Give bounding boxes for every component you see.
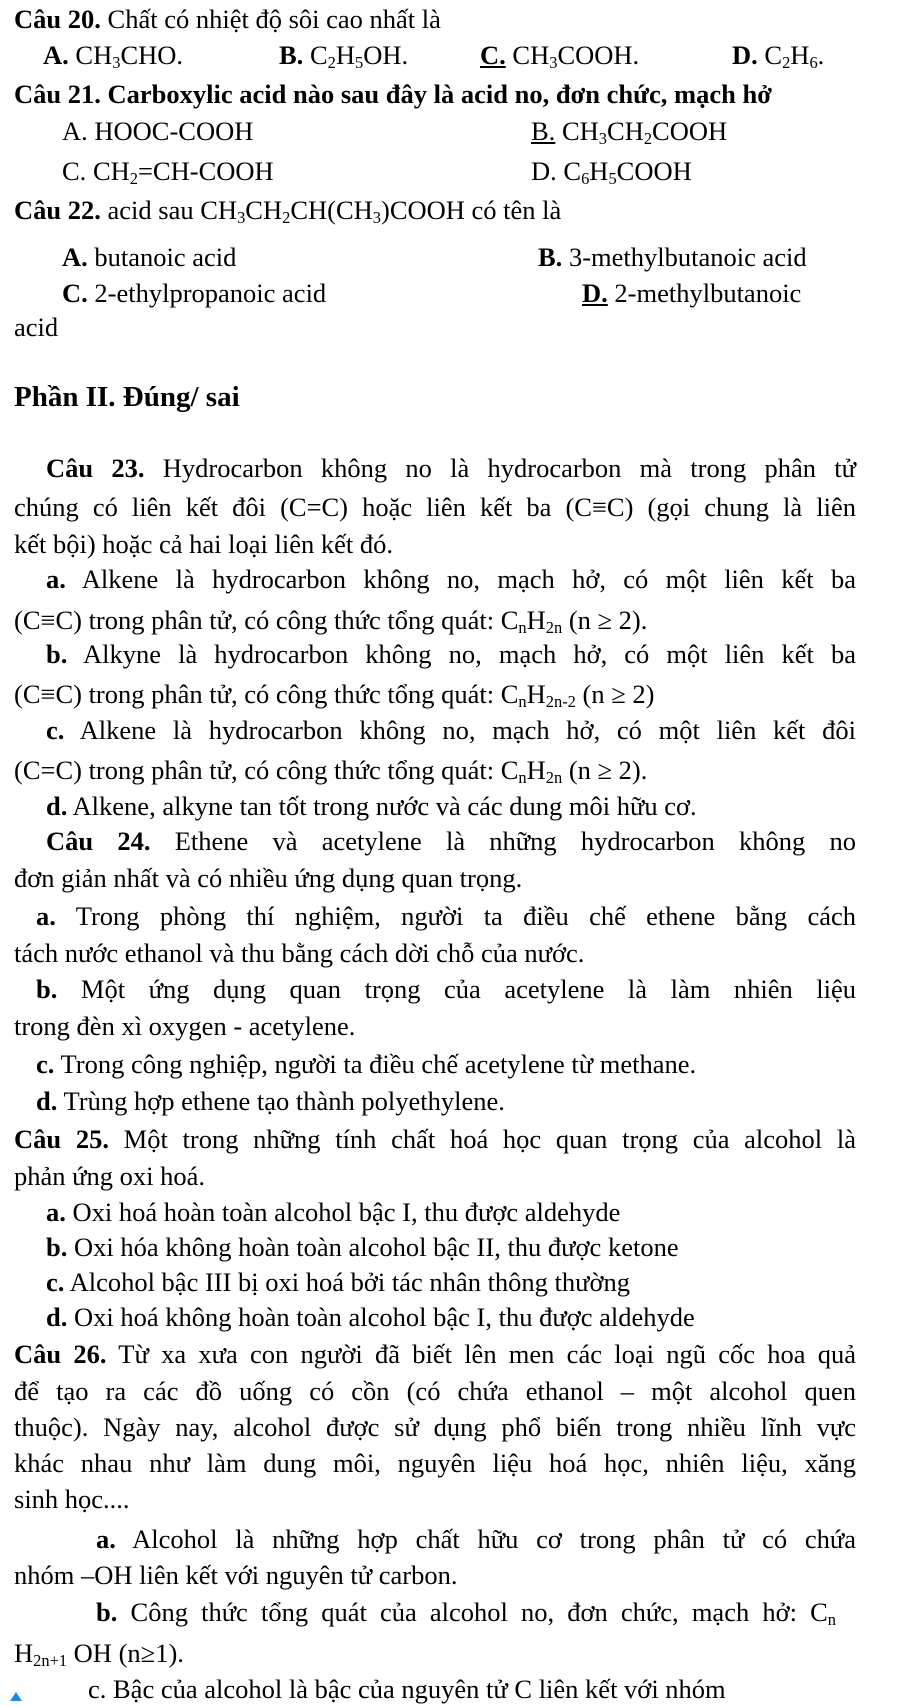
q23-line1: Câu 23. Hydrocarbon không no là hydrocarbon mà trong phân tử	[46, 453, 856, 483]
section-title: Phần II. Đúng/ sai	[14, 381, 240, 413]
q24-d-line1[interactable]: d. Trùng hợp ethene tạo thành polyethylene.	[36, 1086, 505, 1116]
q22-option-b[interactable]: B. 3-methylbutanoic acid	[538, 242, 807, 272]
q25-a-line1[interactable]: a. Oxi hoá hoàn toàn alcohol bậc I, thu được aldehyde	[46, 1197, 621, 1227]
q21-option-a[interactable]: A. HOOC-COOH	[62, 116, 254, 146]
q25-line1: Câu 25. Một trong những tính chất hoá học quan trọng của alcohol là	[14, 1124, 856, 1154]
q26-line1: Câu 26. Từ xa xưa con người đã biết lên men các loại ngũ cốc hoa quả	[14, 1339, 856, 1369]
q20-option-d[interactable]: D. $C_2H_6$.	[732, 40, 825, 73]
q23-a-line1[interactable]: a. Alkene là hydrocarbon không no, mạch hở, có một liên kết ba	[46, 564, 856, 594]
q20-option-c[interactable]: C. $CH_3COOH$.	[480, 40, 640, 73]
q21-option-c[interactable]: C. $CH_2=CH$-COOH	[62, 156, 274, 189]
q22-stem: Câu 22. acid sau $CH_3CH_2CH(CH_3)COOH$ có tên là	[14, 195, 562, 228]
q26-a-line2: nhóm –OH liên kết với nguyên tử carbon.	[14, 1560, 458, 1590]
q26-a-line1[interactable]: a. Alcohol là những hợp chất hữu cơ trong phân tử có chứa	[96, 1524, 856, 1554]
q23-a-line2: (C≡C) trong phân tử, có công thức tổng quát: $C_nH_{2n}$ (n ≥ 2).	[14, 605, 648, 638]
q25-line2: phản ứng oxi hoá.	[14, 1161, 205, 1191]
q22-option-a[interactable]: A. butanoic acid	[62, 242, 237, 272]
q20-label: Câu 20.	[14, 4, 101, 34]
q22-option-c[interactable]: C. 2-ethylpropanoic acid	[62, 278, 327, 308]
q24-b-line2: trong đèn xì oxygen - acetylene.	[14, 1011, 356, 1041]
q24-c-line1[interactable]: c. Trong công nghiệp, người ta điều chế acetylene từ methane.	[36, 1049, 697, 1079]
q26-line4: khác nhau như làm dung môi, nguyên liệu hoá học, nhiên liệu, xăng	[14, 1448, 856, 1478]
q20-text: Chất có nhiệt độ sôi cao nhất là	[107, 4, 441, 34]
q21-option-b[interactable]: B. $CH_3CH_2COOH$	[531, 116, 728, 149]
q23-c-line1[interactable]: c. Alkene là hydrocarbon không no, mạch hở, có một liên kết đôi	[46, 715, 856, 745]
q23-b-line1[interactable]: b. Alkyne là hydrocarbon không no, mạch hở, có một liên kết ba	[46, 639, 856, 669]
q23-c-line2: (C=C) trong phân tử, có công thức tổng quát: $C_nH_{2n}$ (n ≥ 2).	[14, 755, 648, 788]
q22-option-d[interactable]: D. 2-methylbutanoic	[582, 278, 802, 308]
q23-d-line1[interactable]: d. Alkene, alkyne tan tốt trong nước và các dung môi hữu cơ.	[46, 791, 697, 821]
q23-line3: kết bội) hoặc cả hai loại liên kết đó.	[14, 529, 393, 559]
q26-b-line2: $H_{2n+1}$ OH (n≥1).	[14, 1638, 184, 1671]
q24-a-line1[interactable]: a. Trong phòng thí nghiệm, người ta điều chế ethene bằng cách	[36, 901, 856, 931]
q23-b-line2: (C≡C) trong phân tử, có công thức tổng quát: $C_nH_{2n-2}$ (n ≥ 2)	[14, 679, 655, 712]
q22-option-d-wrap: acid	[14, 312, 59, 342]
q25-d-line1[interactable]: d. Oxi hoá không hoàn toàn alcohol bậc I, thu được aldehyde	[46, 1302, 695, 1332]
q26-c-partial: c. Bậc của alcohol là bậc của nguyên tử C liên kết với nhóm	[88, 1674, 726, 1704]
q24-line1: Câu 24. Ethene và acetylene là những hydrocarbon không no	[46, 826, 856, 856]
q24-a-line2: tách nước ethanol và thu bằng cách dời chỗ của nước.	[14, 938, 585, 968]
q25-c-line1[interactable]: c. Alcohol bậc III bị oxi hoá bởi tác nhân thông thường	[46, 1267, 631, 1297]
q26-line5: sinh học....	[14, 1484, 130, 1514]
q24-b-line1[interactable]: b. Một ứng dụng quan trọng của acetylene là làm nhiên liệu	[36, 974, 856, 1004]
q23-line2: chúng có liên kết đôi (C=C) hoặc liên kết ba (C≡C) (gọi chung là liên	[14, 492, 856, 522]
q25-b-line1[interactable]: b. Oxi hóa không hoàn toàn alcohol bậc II, thu được ketone	[46, 1232, 679, 1262]
q26-b-line1[interactable]: b. Công thức tổng quát của alcohol no, đơn chức, mạch hở: $C_n$	[96, 1597, 836, 1630]
q24-line2: đơn giản nhất và có nhiều ứng dụng quan trọng.	[14, 863, 523, 893]
q26-line2: để tạo ra các đồ uống có cồn (có chứa ethanol – một alcohol quen	[14, 1376, 856, 1406]
q21-option-d[interactable]: D. $C_6H_5COOH$	[531, 156, 692, 189]
q21-stem: Câu 21. Carboxylic acid nào sau đây là acid no, đơn chức, mạch hở	[14, 79, 772, 109]
q20-option-a[interactable]: A. $CH_3CHO$.	[43, 40, 184, 73]
q26-line3: thuộc). Ngày nay, alcohol được sử dụng phổ biến trong nhiều lĩnh vực	[14, 1412, 856, 1442]
cursor-icon	[10, 1692, 22, 1701]
q20-stem	[14, 2, 441, 36]
q20-option-b[interactable]: B. $C_2H_5OH$.	[279, 40, 409, 73]
